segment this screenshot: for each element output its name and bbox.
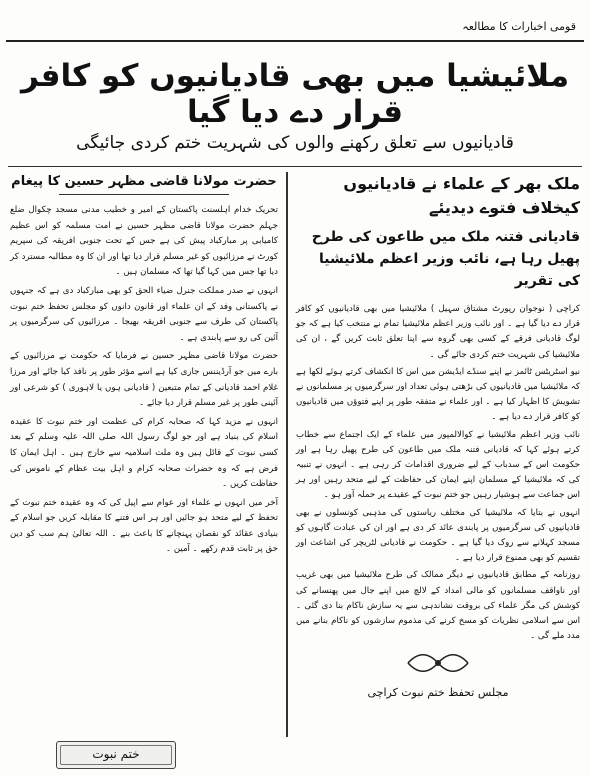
paragraph: انہوں نے بتایا کہ ملائیشیا کی مختلف ریاستوں کی مذہبی کونسلوں نے بھی قادیانیوں کی سرگرمیوں پر پابندی عائد کر دی ہے اور ان کی عبادت گاہوں کو مسجد کہلانے سے روک دیا گیا ہے ۔ حکومت نے قادیانی لٹریچر کی اشاعت اور تقسیم کو بھی ممنوع قرار دیا ہے ۔ — [296, 507, 580, 564]
paragraph: حضرت مولانا قاضی مظہر حسین نے فرمایا کہ حکومت نے مرزائیوں کے بارے میں جو آرڈیننس جاری کیا ہے اسے مؤثر طور پر نافذ کیا جائے اور مرزا غلام احمد قادیانی کے تمام متبعین ( قادیانی ہوں یا لاہوری ) کو شرعی اور آئینی طور پر غیر مسلم قرار دیا جائے ۔ — [10, 351, 278, 409]
main-headline: ملائیشیا میں بھی قادیانیوں کو کافر قرار دے دیا گیا — [20, 58, 570, 130]
left-article-heading: حضرت مولانا قاضی مظہر حسین کا پیغام — [11, 174, 277, 189]
paragraph: آخر میں انہوں نے علماء اور عوام سے اپیل کی کہ وہ عقیدہ ختم نبوت کے تحفظ کے لیے متحد ہو جائیں اور ہر اس فتنے کا مقابلہ کریں جو اسلام کے بنیادی عقائد کو نقصان پہنچانے کا باعث بنے ۔ اللہ تعالیٰ ہم سب کو دین حق پر ثابت قدم رکھے ۔ آمین ۔ — [10, 497, 278, 555]
right-article-heading: ملک بھر کے علماء نے قادیانیوں کیخلاف فتوے دیدیئے — [343, 174, 580, 217]
heading-underline — [59, 194, 229, 195]
paragraph: روزنامہ کے مطابق قادیانیوں نے دیگر ممالک کی طرح ملائیشیا میں بھی غریب اور ناواقف مسلمانوں کو مالی امداد کے لالچ میں اپنے جال میں پھنسانے کی کوشش کی مگر علماء کی بروقت نشاندہی سے یہ سازش ناکام بنا دی گئی ۔ اس سے اسلامی نظریات کو مسخ کرنے کی مذموم سازشوں کو ناکام بنانے میں مدد ملے گی ۔ — [296, 570, 580, 642]
stamp-text: ختم نبوت — [92, 747, 140, 761]
right-article-subheading: قادیانی فتنہ ملک میں طاعون کی طرح پھیل رہا ہے، نائب وزیر اعظم ملائیشیا کی تقریر — [311, 229, 580, 289]
paragraph: نائب وزیر اعظم ملائیشیا نے کوالالمپور میں علماء کے ایک اجتماع سے خطاب کرتے ہوئے کہا کہ قادیانی فتنہ ملک میں طاعون کی طرح پھیل رہا ہے اور حکومت اس کے سدباب کے لیے ضروری اقدامات کر رہی ہے ۔ انہوں نے تنبیہ کی کہ ملائیشیا کے مسلمان اپنے ایمان کی حفاظت کے لیے متحد رہیں اور ہر اس جماعت سے ہوشیار رہیں جو ختم نبوت کے عقیدے پر حملہ آور ہو ۔ — [296, 429, 580, 501]
headline-rule — [8, 166, 582, 167]
paragraph: انہوں نے صدر مملکت جنرل ضیاء الحق کو بھی مبارکباد دی ہے کہ جنہوں نے پاکستانی وفد کے ان علماء اور قانون دانوں کو مجلس تحفظ ختم نبوت پاکستان کی طرف سے جنوبی افریقہ بھیجا ۔ مرزائیوں کی سرگرمیوں پر آئین کی رو سے پابندی ہے ۔ — [10, 285, 278, 343]
ornament-icon — [403, 650, 473, 676]
left-article-body — [10, 203, 278, 558]
right-article — [296, 172, 580, 699]
left-article — [10, 172, 278, 561]
sub-headline: قادیانیوں سے تعلق رکھنے والوں کی شہریت ختم کردی جائیگی — [76, 133, 514, 153]
top-rule — [6, 40, 584, 42]
paragraph: انہوں نے مزید کہا کہ صحابہ کرام کی عظمت اور ختم نبوت کا عقیدہ اسلام کی بنیاد ہے اور جو لوگ رسول اللہ صلی اللہ علیہ وسلم کے بعد کسی نبوت کے قائل ہیں وہ ملت اسلامیہ سے خارج ہیں ۔ اہل ایمان کا فرض ہے کہ وہ حضرات صحابہ کرام و اہل بیت عظام کے ناموس کی حفاظت کریں ۔ — [10, 416, 278, 490]
article-signoff: مجلس تحفظ ختم نبوت کراچی — [367, 686, 509, 700]
publication-stamp — [56, 741, 176, 769]
column-divider — [286, 172, 288, 737]
paragraph: کراچی ( نوجوان رپورٹ مشتاق سہیل ) ملائیشیا میں بھی قادیانیوں کو کافر قرار دے دیا گیا ہے ۔ اور نائب وزیر اعظم ملائیشیا تمام نے منتخب کیا ہے کہ جو لوگ قادیانی فرقے کے کسی بھی گروہ سے اپنا تعلق ثابت کریں گے ، ان کی ملائیشیا کی شہریت ختم کردی جائے گی ۔ — [296, 304, 580, 360]
paragraph: تحریک خدام اہلسنت پاکستان کے امیر و خطیب مدنی مسجد چکوال ضلع جہلم حضرت مولانا قاضی مظہر حسین نے امت مسلمہ کو اس عظیم کامیابی پر مبارکباد پیش کی ہے جس کے تحت جنوبی افریقہ کی سپریم کورٹ نے مرزائیوں کو غیر مسلم قرار دیا تھا اور ان کا وہ مطالبہ مسترد کر دیا تھا جس میں کہا گیا تھا کہ مسلمان ہیں ۔ — [10, 205, 278, 278]
paragraph: نیو اسٹریٹس ٹائمز نے اپنے سنڈے ایڈیشن میں اس کا انکشاف کرتے ہوئے لکھا ہے کہ ملائیشیا میں قادیانیوں کی بڑھتی ہوئی تعداد اور سرگرمیوں پر مسلمانوں نے تشویش کا اظہار کیا ہے ۔ اور علماء نے متفقہ طور پر اپنے فتوؤں میں قادیانیوں کو کافر قرار دے دیا ہے ۔ — [296, 366, 580, 423]
right-article-body — [296, 302, 580, 644]
section-label: قومی اخبارات کا مطالعہ — [462, 20, 576, 33]
